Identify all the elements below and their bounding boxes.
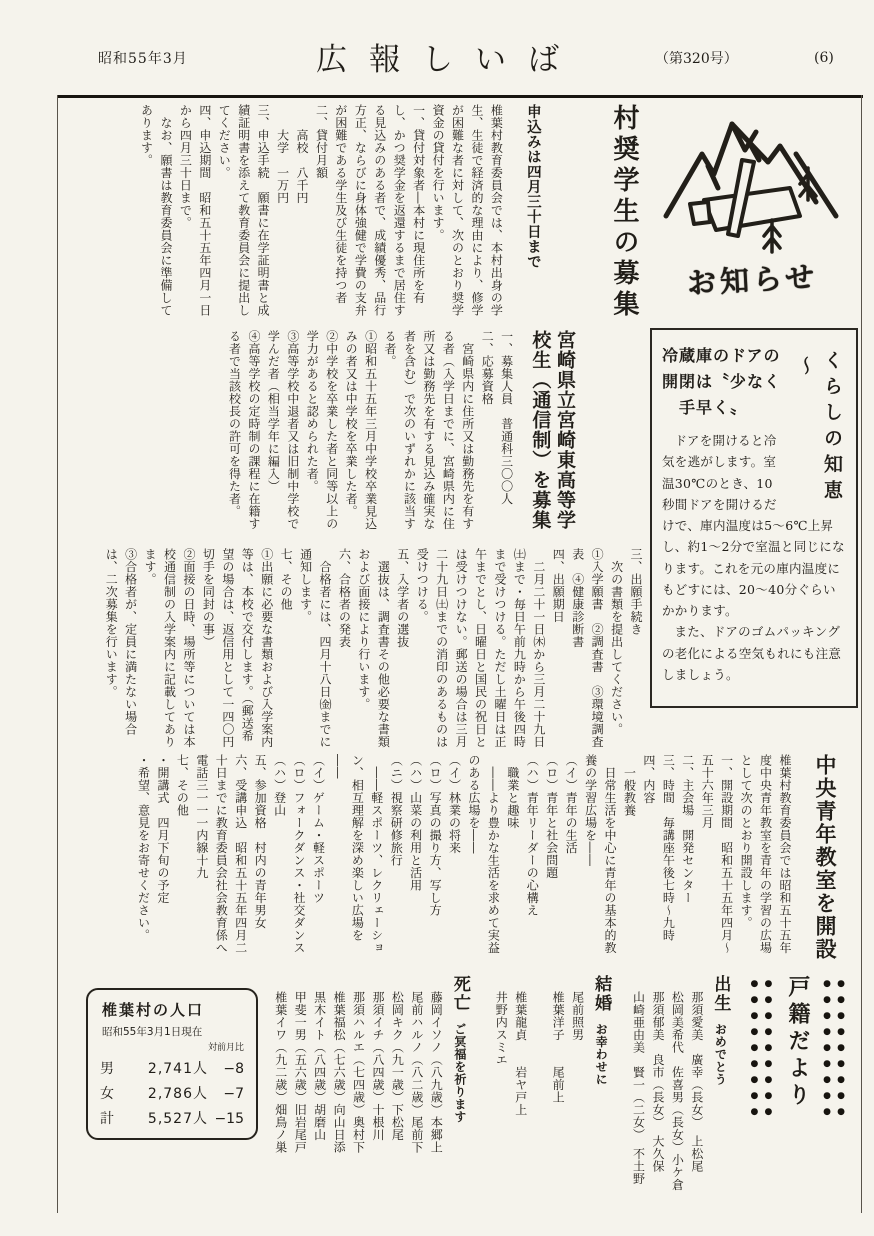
paragraph: （ハ）青年リーダーの心構え [525,754,540,917]
paragraph: 一、貸付対象者―本村に現住所を有し、かつ奨学金を返還するまで居住する見込みのある者で、成績優秀、品行方正、ならびに身体強健で学費の支弁が困難である学生及び生徒を持つ者 [333,104,426,317]
row-value: 2,786人 [147,1086,208,1102]
paragraph: 二、主会場 開発センター [680,754,695,904]
paragraph: （イ）ゲーム・軽スポーツ [311,754,326,904]
scholarship-body [136,104,505,326]
paragraph: 二月二十一日㈭から三月二十九日㈯まで・毎日午前九時から午後四時まで受けつける。ただし土曜日は正午までとし、日曜日と国民の祝日とは受けつけない。郵送の場合は三月二十九日㈯までの消印のあるものは受けつける。 [415,548,546,748]
death-entry: 黒木イト（八四歳）胡磨山 [312,991,327,1141]
paragraph: 五、入学者の選抜 [395,548,410,648]
death-entry: 藤岡イソノ（八九歳）本郷上 [429,991,444,1154]
school-body-1 [224,330,516,542]
koseki-section [260,975,845,1230]
paragraph: ②面接の日時、場所等については本校通信制の入学案内に記載してあります。 [143,548,196,748]
paragraph: ④高等学校の定時制の課程に在籍する者で当該校長の許可を得た者。 [227,330,261,530]
death-entry: 那須イチ（八四歳）十根川 [370,991,385,1141]
population-row-male [100,1058,244,1078]
dots-decoration: ●●●●●●●●● [836,979,846,1123]
paragraph: 七、その他 [175,754,190,817]
heading-line: 開閉は〝少なく [662,372,782,391]
paragraph: 椎葉村教育委員会では、本村出身の学生、生徒で経済的な理由により、修学が困難な者に対して、次のとおり奨学資金の貸付を行います。 [431,104,504,317]
article-scholarship [85,104,645,326]
death-subtext: ご冥福を祈ります [452,1023,467,1123]
paragraph: （ハ）山菜の利用と活用 [408,754,423,892]
death-header-text: 死亡 [449,975,470,1013]
death-entry: 椎葉福松（七六歳）向山日添 [332,991,347,1154]
paragraph: 宮崎県内に住所又は勤務先を有する者（入学日までに、宮崎県内に住所又は勤務先を有する見込み確実な者を含む）で次のいずれかに該当する者。 [383,330,475,530]
dots-decoration: ●●●●●●●●● [763,979,774,1123]
koseki-title-block [749,975,845,1230]
paragraph: 四、申込期間 昭和五十五年四月一日から四月三十日まで。 [178,104,212,317]
paragraph: ドアを開けると冷気を逃がします。室温30℃のとき、10秒間ドアを開けるだけで、庫内温度は5〜6℃上昇し、約1〜2分で室温と同じになります。これを元の庫内温度にもどすには、20〜40分ぐらいかかります。 [662,433,845,618]
paragraph: ③高等学校中退者又は旧制中学校で学んだ者（相当学年に編入） [266,330,300,530]
death-entry: 那須ハルエ（七四歳）奥村下 [351,991,366,1154]
birth-header [706,975,734,1230]
scholarship-subhead: 申込みは四月三十日まで [524,104,542,269]
paragraph: ③合格者が、定員に満たない場合は、二次募集を行います。 [104,548,138,736]
paragraph: 五、参加資格 村内の青年男女 [253,754,268,929]
header-rule [57,95,863,98]
paragraph: ①出願に必要な書類および入学案内等は、本校で交付します。（郵送希望の場合は、返信用として一四〇円切手を同封の事） [201,548,274,748]
birth-entry: 松岡美希代 佐喜男（長女）小ケ倉 [670,991,685,1191]
paragraph: 四、出願期日 [551,548,566,623]
school-body-2 [101,548,645,748]
paragraph: ①入学願書 ②調査書 ③環境調査表 ④健康診断書 [570,548,605,748]
birth-section [628,975,733,1230]
paragraph: ・開講式 四月下旬の予定 [155,754,170,904]
article-school-part2 [85,548,645,748]
paragraph: ・希望、意見をお寄せください。 [136,754,151,942]
paragraph: 大学 一万円 [275,104,290,204]
death-entry: 甲斐一男（五六歳）旧岩尾戸 [293,991,308,1154]
paragraph: （ロ）写真の撮り方、写し方 [428,754,443,917]
paragraph: 三、出願手続き [629,548,643,636]
paragraph: ――軽スポーツ、レクリェーション、相互理解を深め楽しい広場を―― [330,754,384,954]
row-value: 5,527人 [147,1111,208,1127]
birth-entry: 山崎亜由美 賢一（二女） 不土野 [631,991,646,1185]
kurashi-box [650,328,858,708]
issue-date: 昭和55年3月 [98,51,188,67]
row-value: 2,741人 [147,1061,208,1077]
paragraph: 合格者には、四月十八日㈮までに通知します。 [298,548,332,748]
marriage-header-text: 結婚 [591,975,612,1013]
row-diff: −15 [214,1111,244,1127]
death-entries [270,975,445,1230]
marriage-entry: 尾前照男 [570,991,585,1041]
heading-line: 冷蔵庫のドアの [662,346,781,365]
paragraph: 四、内容 [641,754,656,804]
population-row-female [100,1083,244,1103]
birth-entry: 那須愛美 廣幸（長女） 上松尾 [689,991,704,1173]
paragraph: 高校 八千円 [295,104,310,204]
paragraph: 選抜は、調査書その他必要な書類および面接により行います。 [356,548,391,748]
issue-number: （第320号） [655,51,738,67]
paragraph: ②中学校を卒業した者と同等以上の学力があると認められた者。 [305,330,339,530]
paragraph: 一、募集人員 普通科三〇〇人 [499,330,514,505]
death-entry: 松岡キク（九一歳）下松尾 [390,991,405,1141]
row-label: 男 [100,1061,114,1077]
population-box [86,988,258,1140]
marriage-header [587,975,615,1230]
paragraph: また、ドアのゴムパッキングの老化による空気もれにも注意しましょう。 [662,624,842,682]
death-entry: 椎葉イワ（九二歳）畑鳥ノ巣 [273,991,288,1154]
school-headline: 宮崎県立宮崎東高等学校生（通信制）を募集 [529,330,576,530]
dots-decoration: ●●●●●●●●● [749,979,760,1123]
paragraph: 二、応募資格 [480,330,495,405]
paragraph: 六、合格者の発表 [337,548,352,648]
marriage-subtext: お幸わせに [594,1023,609,1086]
marriage-entries [491,975,587,1230]
paragraph: 六、受講申込 昭和五十五年四月二十日までに教育委員会社会教育係へ 電話三一一一内線十九 [194,754,248,967]
death-header [445,975,473,1230]
population-row-total [100,1108,244,1128]
paragraph: （ロ）青年と社会問題 [544,754,559,879]
birth-entry: 那須郁美 良市（長女） 大久保 [650,991,665,1173]
announce-logo [650,104,855,316]
right-edge-rule [861,95,862,1213]
wave-mark: 〜 [794,356,816,382]
paper-title: 広報しいば [316,42,581,78]
article-school-part1 [85,330,577,542]
koseki-title: 戸籍だより [785,975,811,1110]
paragraph: 七、その他 [279,548,294,611]
paragraph: （イ）青年の生活 [564,754,579,854]
birth-subtext: おめでとう [713,1023,728,1086]
mountain-carrier-icon [650,104,855,262]
death-entry: 尾前ハルノ（八二歳）尾前下 [409,991,424,1154]
row-label: 女 [100,1086,114,1102]
kurashi-title [792,350,846,506]
marriage-entry: 井野内スミエ [494,991,509,1066]
paragraph: （ニ）視察研修旅行 [389,754,404,867]
heading-line: 手早く〟 [662,398,748,417]
paragraph: 椎葉村教育委員会では昭和五十五年度中央青年教室を青年の学習の広場として次のとおり開設します。 [739,754,792,954]
death-section [270,975,472,1230]
seinen-body [133,754,794,966]
birth-entries [628,975,706,1230]
paragraph: 三、申込手続 願書に在学証明書と成績証明書を添えて教育委員会に提出してください。 [217,104,271,317]
seinen-headline: 中央青年教室を開設 [813,754,838,961]
scholarship-headline: 村奨学生の募集 [609,104,639,321]
paragraph: 三、時間 毎講座午後七時〜九時 [661,754,676,942]
row-diff: −7 [223,1086,244,1102]
paragraph: （ハ）登山 [272,754,287,817]
paragraph: （イ）林業の将来 [447,754,462,854]
population-date: 昭和55年3月1日現在 [102,1026,203,1038]
population-title: 椎葉村の人口 [102,1001,205,1019]
paragraph: 一般教養 [622,754,637,817]
article-seinen [84,754,842,966]
announce-label: お知らせ [686,259,819,301]
paragraph: ①昭和五十五年三月中学校卒業見込みの者又は中学校を卒業した者。 [344,330,378,530]
paragraph: 二、貸付月額 [314,104,329,179]
marriage-section [491,975,614,1230]
paragraph: なお、願書は教育委員会に準備してあります。 [139,104,173,317]
row-label: 計 [100,1111,114,1127]
marriage-entry: 椎葉龍貞 岩ヤ戸上 [513,991,528,1116]
birth-header-text: 出生 [710,975,731,1013]
dots-decoration: ●●●●●●●●● [822,979,832,1123]
row-diff: −8 [223,1061,244,1077]
paragraph: （ロ）フォークダンス・社交ダンス [292,754,307,954]
population-diff-label: 対前月比 [207,1043,244,1053]
kurashi-title-text: くらしの知恵 [821,350,843,506]
paragraph: 職業と趣味 [505,754,520,829]
paragraph: 一、開設期間 昭和五十五年四月〜五十六年三月 [700,754,734,954]
paragraph: 次の書類を提出してください。 [609,548,624,736]
marriage-entry: 椎葉洋子 尾前上 [551,991,566,1104]
paragraph: 日常生活を中心に青年の基本的教養の学習広場を―― [583,754,618,954]
left-edge-rule [57,95,58,1213]
paragraph: ――より豊かな生活を求めて実益のある広場を―― [466,754,501,954]
page-number: (6) [814,50,834,66]
